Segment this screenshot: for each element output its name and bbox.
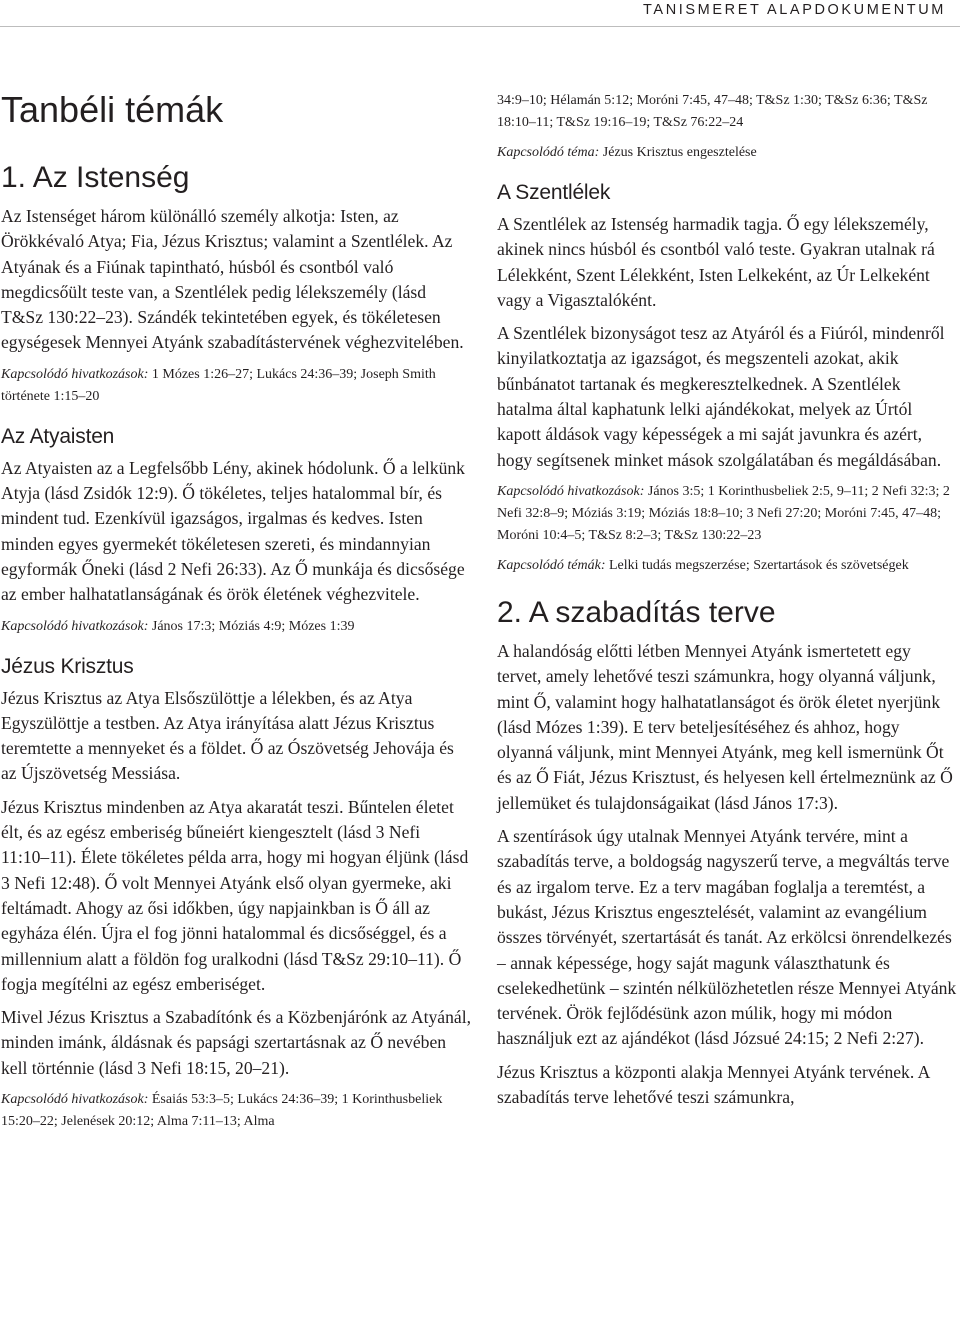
holy-ghost-paragraph-2: A Szentlélek bizonyságot tesz az Atyáról és a Fiúról, mindenről kinyilatkoztatja az igazságot, és megszenteli azokat, akik bűnbánatot tartanak és megkeresztelkednek. A Szentlélek hatalma által kaphatunk lelki ajándékokat, melyek az Úrtól kapott áldások vagy képességek a mi saját javunkra és azért, hogy segítsenek minket mások szolgálatában és megáldásában. xyxy=(497,323,945,470)
references-text: 1 Mózes 1:26–27; Lukács 24:36–39; Joseph Smith története 1:15–20 xyxy=(1,366,436,404)
related-topic xyxy=(497,142,959,164)
father-paragraph: Az Atyaisten az a Legfelsőbb Lény, akinek hódolunk. Ő a lelkünk Atyja (lásd Zsidók 12:9). Ő tökéletes, teljes hatalommal bír, és mindent tud. Ezenkívül igazságos, irgalmas és kedves. Isten minden egyes gyermekét tökéletesen szereti, és mindannyian egyformák Őneki (lásd 2 Nefi 26:33). Az Ő munkája és dicsősége az ember halhatatlanságának és örök életének véghezvitele. xyxy=(1,457,465,605)
holy-ghost-related-topics xyxy=(497,555,959,577)
father-references xyxy=(1,616,471,638)
related-topic-label: Kapcsolódó téma: xyxy=(497,145,600,160)
jesus-references xyxy=(1,1089,471,1133)
references-text: Ésaiás 53:3–5; Lukács 24:36–39; 1 Korinthusbeliek 15:20–22; Jelenések 20:12; Alma 7:11–13; Alma xyxy=(1,1092,443,1130)
references-label: Kapcsolódó hivatkozások: xyxy=(1,366,149,382)
references-text: János 3:5; 1 Korinthusbeliek 2:5, 9–11; 2 Nefi 32:3; 2 Nefi 32:8–9; Móziás 3:19; Móziás 18:8–10; 3 Nefi 27:20; Moróni 7:45, 47–48; Moróni 10:4–5; T&Sz 8:2–3; T&Sz 130:22–23 xyxy=(497,483,950,543)
jesus-paragraph-2: Jézus Krisztus mindenben az Atya akaratát teszi. Bűntelen életet élt, és az egész emberiség bűneiért kiengesztelt (lásd 3 Nefi 11:10–11). Élete tökéletes példa arra, hogy mi hogyan éljünk (lásd 3 Nefi 12:48). Ő volt Mennyei Atyánk első olyan gyermeke, aki feltámadt. Ahogy az ősi időkben, úgy napjainkban is Ő áll az egyháza élén. Újra el fog jönni hatalommal és dicsőséggel, és a millennium alatt a földön fog uralkodni (lásd T&Sz 29:10–11). Ő fogja megítélni az egész emberiséget. xyxy=(1,796,469,994)
godhead-paragraph: Az Istenséget három különálló személy alkotja: Isten, az Örökkévaló Atya; Fia, Jézus Krisztus; valamint a Szentlélek. Az Atyának és a Fiúnak tapintható, húsból és csontból való megdicsőült teste van, a Szentlélek pedig lélekszemély (lásd T&Sz 130:22–23). Szándék tekintetében egyek, és tökéletesen egységesek Mennyei Atyánk szabadítástervének véghezvitelében. xyxy=(1,206,464,353)
continued-references: 34:9–10; Hélamán 5:12; Moróni 7:45, 47–48; T&Sz 1:30; T&Sz 6:36; T&Sz 18:10–11; T&Sz 19:16–19; T&Sz 76:22–24 xyxy=(497,93,928,130)
references-label: Kapcsolódó hivatkozások: xyxy=(1,1092,149,1108)
document-header: TANISMERET ALAPDOKUMENTUM xyxy=(643,2,946,18)
related-topics-text: Lelki tudás megszerzése; Szertartások és szövetségek xyxy=(605,557,909,573)
holy-ghost-references xyxy=(497,481,959,547)
jesus-paragraph-1: Jézus Krisztus az Atya Elsőszülöttje a lélekben, és az Atya Egyszülöttje a testben. Az Atya irányítása alatt Jézus Krisztus teremtette a mennyeket és a földet. Ő az Ószövetség Jehovája és az Újszövetség Messiása. xyxy=(1,687,454,784)
heading-jesus-christ: Jézus Krisztus xyxy=(1,654,134,678)
related-topic-text: Jézus Krisztus engesztelése xyxy=(599,145,757,160)
heading-god-the-father: Az Atyaisten xyxy=(1,424,115,448)
holy-ghost-paragraph-1: A Szentlélek az Istenség harmadik tagja. Ő egy lélekszemély, akinek nincs húsból és csontból való teste. Gyakran utalnak rá Lélekként, Szent Lélekként, Isten Lelkeként, az Úr Lelkeként vagy a Vigasztalóként. xyxy=(497,214,935,310)
header-divider xyxy=(0,26,960,27)
godhead-references xyxy=(1,364,471,408)
references-label: Kapcsolódó hivatkozások: xyxy=(497,483,645,499)
section-title-plan-of-salvation: 2. A szabadítás terve xyxy=(497,595,776,629)
page-title: Tanbéli témák xyxy=(1,89,224,130)
plan-paragraph-1: A halandóság előtti létben Mennyei Atyánk ismertetett egy tervet, amely lehetővé teszi számunkra, hogy olyanná váljunk, mint Ő, valamint hogy halhatatlanságot és örök életet nyerjünk (lásd Mózes 1:39). E terv beteljesítéséhez és ahhoz, hogy olyanná váljunk, mint Mennyei Atyánk, meg kell ismernünk Őt és az Ő Fiát, Jézus Krisztust, és helyesen kell értelmeznünk az Ő jellemüket és tulajdonságaikat (lásd János 17:3). xyxy=(497,640,953,813)
plan-paragraph-3: Jézus Krisztus a központi alakja Mennyei Atyánk tervének. A szabadítás terve lehetővé teszi számunkra, xyxy=(497,1061,930,1108)
jesus-paragraph-3: Mivel Jézus Krisztus a Szabadítónk és a Közbenjárónk az Atyánál, minden imánk, áldásnak és papsági szertartásnak az Ő nevében kell történnie (lásd 3 Nefi 18:15, 20–21). xyxy=(1,1007,472,1078)
references-text: János 17:3; Móziás 4:9; Mózes 1:39 xyxy=(148,618,355,634)
left-column xyxy=(1,84,471,1149)
right-column xyxy=(497,90,959,1118)
section-title-godhead: 1. Az Istenség xyxy=(1,161,190,194)
heading-holy-ghost: A Szentlélek xyxy=(497,181,611,204)
plan-paragraph-2: A szentírások úgy utalnak Mennyei Atyánk tervére, mint a szabadítás terve, a boldogság nagyszerű terve, a megváltás terve és az irgalom terve. Ez a terv magában foglalja a teremtést, a bukást, Jézus Krisztus engesztelését, valamint az evangélium összes törvényét, szertartását és tanát. Az erkölcsi önrendelkezés – annak képessége, hogy saját magunk választhatunk és cselekedhetünk – szintén nélkülözhetetlen része Mennyei Atyánk tervének. Örök fejlődésünk azon múlik, hogy mi módon használjuk ezt az ajándékot (lásd Józsué 24:15; 2 Nefi 2:27). xyxy=(497,826,957,1049)
related-topics-label: Kapcsolódó témák: xyxy=(497,557,606,573)
references-label: Kapcsolódó hivatkozások: xyxy=(1,618,149,634)
